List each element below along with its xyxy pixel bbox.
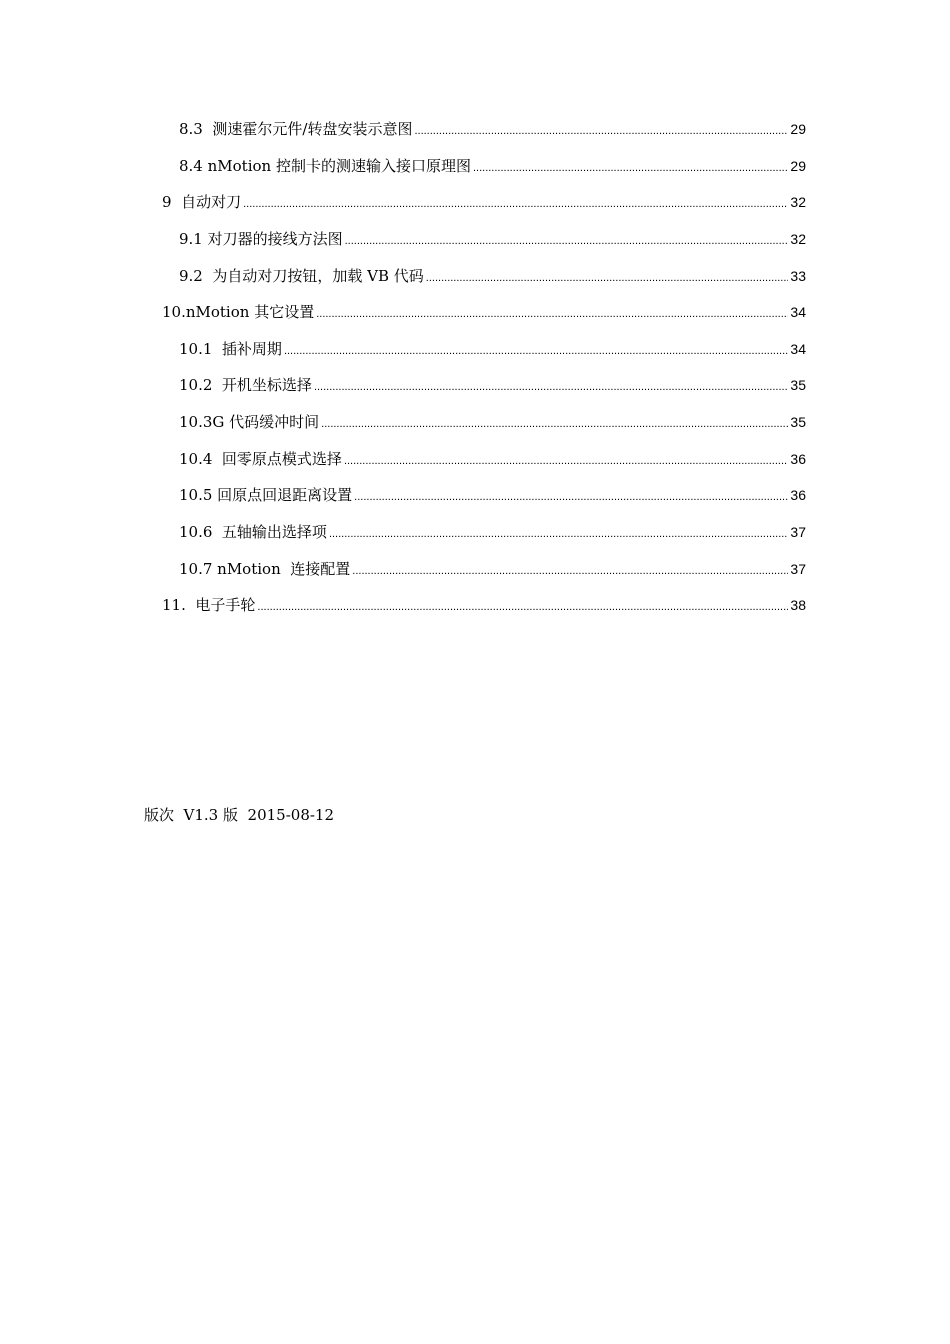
toc-page-number: 29 (790, 158, 806, 174)
toc-dot-leader (257, 595, 788, 619)
toc-dot-leader (344, 449, 788, 473)
toc-dot-leader (414, 119, 788, 143)
toc-dot-leader (345, 229, 789, 253)
toc-dot-leader (473, 156, 788, 180)
toc-entry-8-3[interactable] (179, 117, 806, 141)
toc-entry-title: 10.7 nMotion 连接配置 (179, 560, 351, 578)
toc-page-number: 38 (790, 597, 806, 613)
toc-entry-9-1[interactable] (179, 227, 806, 251)
toc-entry-title: 10.nMotion 其它设置 (162, 303, 315, 321)
toc-page-number: 33 (790, 268, 806, 284)
toc-dot-leader (284, 339, 788, 363)
toc-dot-leader (321, 412, 788, 436)
toc-dot-leader (243, 192, 788, 216)
toc-entry-9-2[interactable] (179, 264, 806, 288)
toc-entry-title: 10.3G 代码缓冲时间 (179, 413, 320, 431)
toc-entry-title: 10.5 回原点回退距离设置 (179, 486, 353, 504)
toc-entry-title: 10.6 五轴输出选择项 (179, 523, 327, 541)
toc-entry-title: 11. 电子手轮 (162, 596, 256, 614)
toc-entry-10-5[interactable] (179, 483, 806, 507)
toc-page-number: 37 (790, 561, 806, 577)
toc-page-number: 34 (790, 341, 806, 357)
toc-entry-10-1[interactable] (179, 337, 806, 361)
toc-page-number: 35 (790, 377, 806, 393)
toc-entry-11[interactable] (162, 593, 806, 617)
toc-entry-9[interactable] (162, 190, 806, 214)
toc-page-number: 32 (790, 194, 806, 210)
toc-page-number: 34 (790, 304, 806, 320)
toc-page-number: 36 (790, 487, 806, 503)
toc-page-number: 36 (790, 451, 806, 467)
toc-entry-title: 10.1 插补周期 (179, 340, 282, 358)
toc-entry-10-3[interactable] (179, 410, 806, 434)
toc-entry-title: 10.2 开机坐标选择 (179, 376, 312, 394)
toc-entry-10-4[interactable] (179, 447, 806, 471)
toc-page-number: 37 (790, 524, 806, 540)
toc-entry-title: 8.4 nMotion 控制卡的测速输入接口原理图 (179, 157, 471, 175)
toc-dot-leader (316, 302, 788, 326)
toc-entry-title: 10.4 回零原点模式选择 (179, 450, 342, 468)
toc-entry-title: 8.3 测速霍尔元件/转盘安装示意图 (179, 120, 413, 138)
toc-page-number: 32 (790, 231, 806, 247)
toc-dot-leader (352, 559, 788, 583)
toc-page-number: 29 (790, 121, 806, 137)
toc-entry-8-4[interactable] (179, 154, 806, 178)
toc-dot-leader (354, 485, 788, 509)
toc-dot-leader (329, 522, 788, 546)
toc-entry-10-2[interactable] (179, 373, 806, 397)
toc-dot-leader (426, 266, 789, 290)
toc-entry-title: 9 自动对刀 (162, 193, 242, 211)
document-version: 版次 V1.3 版 2015-08-12 (144, 806, 335, 824)
toc-entry-title: 9.1 对刀器的接线方法图 (179, 230, 343, 248)
toc-entry-title: 9.2 为自动对刀按钮，加载 VB 代码 (179, 267, 424, 285)
toc-entry-10-6[interactable] (179, 520, 806, 544)
toc-entry-10[interactable] (162, 300, 806, 324)
toc-dot-leader (314, 375, 788, 399)
toc-entry-10-7[interactable] (179, 557, 806, 581)
toc-page-number: 35 (790, 414, 806, 430)
